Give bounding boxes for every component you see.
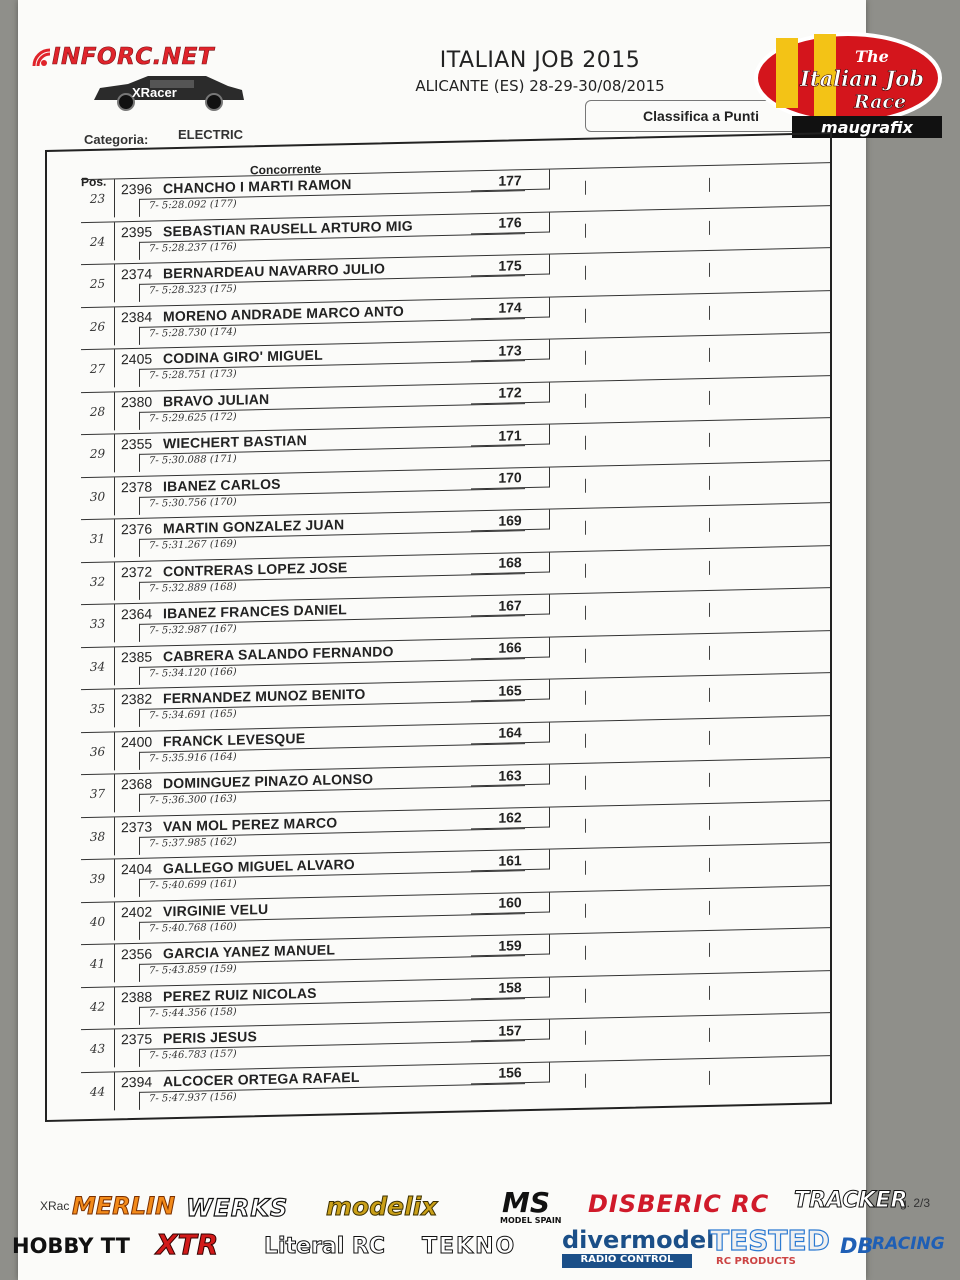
row-points: 161 xyxy=(471,850,550,872)
row-divider xyxy=(114,434,115,472)
row-tick xyxy=(585,223,586,237)
row-tick xyxy=(709,985,710,999)
row-divider xyxy=(114,732,115,770)
row-car-number: 2374 xyxy=(121,265,153,283)
row-driver-name: GARCIA YANEZ MANUEL xyxy=(163,941,336,962)
row-driver-name: WIECHERT BASTIAN xyxy=(163,432,307,452)
row-car-number: 2382 xyxy=(121,690,153,708)
sponsor-disberic: DISBERIC RC xyxy=(588,1190,770,1218)
row-laps-time: 7- 5:46.783 (157) xyxy=(149,1048,237,1062)
row-car-number: 2402 xyxy=(121,903,153,920)
sponsor-hobbytt: HOBBY TT xyxy=(12,1234,130,1258)
row-laps-time: 7- 5:28.730 (174) xyxy=(149,326,237,340)
row-laps-time: 7- 5:40.699 (161) xyxy=(149,878,237,892)
row-tick xyxy=(585,691,586,705)
sponsor-literal: Literal RC xyxy=(264,1234,385,1259)
sponsor-merlin: MERLIN xyxy=(72,1192,176,1220)
row-points: 166 xyxy=(471,637,550,659)
category-label: Categoria: xyxy=(84,132,149,147)
sponsor-tracker: TRACKER xyxy=(794,1188,908,1213)
row-driver-name: CODINA GIRO' MIGUEL xyxy=(163,346,323,367)
row-position: 37 xyxy=(89,786,106,801)
row-laps-time: 7- 5:35.916 (164) xyxy=(149,751,237,765)
row-driver-name: IBANEZ CARLOS xyxy=(163,475,281,494)
row-laps-time: 7- 5:28.323 (175) xyxy=(149,283,237,297)
row-points: 173 xyxy=(471,340,550,362)
row-laps-time: 7- 5:32.987 (167) xyxy=(149,623,237,637)
category-value: ELECTRIC xyxy=(178,127,243,142)
row-points: 159 xyxy=(471,935,550,957)
sponsor-tekno: TEKNO xyxy=(422,1234,517,1259)
row-divider xyxy=(114,307,115,345)
row-car-number: 2368 xyxy=(121,775,153,793)
row-tick xyxy=(585,266,586,280)
row-car-number: 2384 xyxy=(121,308,153,325)
column-header-pos: Pos. xyxy=(81,174,107,190)
row-driver-name: CONTRERAS LOPEZ JOSE xyxy=(163,558,348,579)
sponsor-tested: TESTED xyxy=(710,1224,830,1257)
badge-line3: Race xyxy=(853,91,907,113)
row-tick xyxy=(585,648,586,662)
row-position: 27 xyxy=(89,361,106,376)
row-car-number: 2373 xyxy=(121,818,153,835)
row-points: 172 xyxy=(471,382,550,404)
row-car-number: 2372 xyxy=(121,563,153,580)
row-tick xyxy=(585,563,586,577)
row-car-number: 2396 xyxy=(121,180,153,198)
row-driver-name: DOMINGUEZ PINAZO ALONSO xyxy=(163,770,374,792)
row-tick xyxy=(709,943,710,957)
sponsor-ms: MS xyxy=(502,1186,551,1219)
row-driver-name: BERNARDEAU NAVARRO JULIO xyxy=(163,260,386,282)
page-number: g. 2/3 xyxy=(900,1196,931,1210)
row-points: 164 xyxy=(471,722,550,744)
badge-line1: The xyxy=(855,47,889,66)
row-tick xyxy=(585,436,586,450)
row-tick xyxy=(709,773,710,787)
sponsor-racing: RACING xyxy=(872,1234,945,1254)
row-tick xyxy=(709,263,710,277)
row-car-number: 2375 xyxy=(121,1030,153,1048)
event-title-block xyxy=(400,48,680,95)
row-position: 39 xyxy=(89,871,106,886)
row-car-number: 2405 xyxy=(121,350,153,368)
row-position: 34 xyxy=(89,659,106,674)
sponsor-modelix: modelix xyxy=(326,1192,438,1221)
row-tick xyxy=(709,858,710,872)
row-driver-name: IBANEZ FRANCES DANIEL xyxy=(163,601,347,622)
row-divider xyxy=(114,519,115,557)
row-tick xyxy=(709,560,710,574)
row-divider xyxy=(114,987,115,1025)
row-tick xyxy=(585,393,586,407)
sponsor-tested-sub: RC PRODUCTS xyxy=(716,1256,796,1267)
row-driver-name: BRAVO JULIAN xyxy=(163,390,270,409)
row-position: 44 xyxy=(89,1084,106,1099)
row-laps-time: 7- 5:47.937 (156) xyxy=(149,1091,237,1105)
row-driver-name: ALCOCER ORTEGA RAFAEL xyxy=(163,1068,360,1089)
row-driver-name: FRANCK LEVESQUE xyxy=(163,729,306,749)
row-laps-time: 7- 5:28.751 (173) xyxy=(149,368,237,382)
sponsor-werks: WERKS xyxy=(186,1194,289,1222)
row-laps-time: 7- 5:40.768 (160) xyxy=(149,921,237,935)
row-car-number: 2356 xyxy=(121,945,153,963)
row-laps-time: 7- 5:32.889 (168) xyxy=(149,581,237,595)
row-points: 169 xyxy=(471,510,550,532)
footer-note: XRac xyxy=(40,1199,70,1213)
event-title: ITALIAN JOB 2015 xyxy=(439,48,641,73)
row-tick xyxy=(585,818,586,832)
row-divider xyxy=(114,349,115,387)
row-position: 40 xyxy=(89,914,106,929)
inforc-logo-text: INFORC.NET xyxy=(52,44,215,70)
row-divider xyxy=(114,222,115,260)
row-divider xyxy=(114,647,115,685)
row-driver-name: VAN MOL PEREZ MARCO xyxy=(163,813,338,834)
row-tick xyxy=(585,1073,586,1087)
sponsor-ms-sub: MODEL SPAIN xyxy=(500,1216,562,1225)
row-position: 24 xyxy=(89,234,106,249)
badge-brand: maugrafix xyxy=(821,118,913,137)
sponsor-divermodel-sub: RADIO CONTROL xyxy=(562,1254,692,1268)
row-car-number: 2376 xyxy=(121,520,153,538)
row-laps-time: 7- 5:28.237 (176) xyxy=(149,241,237,255)
row-laps-time: 7- 5:44.356 (158) xyxy=(149,1006,237,1020)
row-tick xyxy=(709,1070,710,1084)
row-divider xyxy=(114,774,115,812)
row-car-number: 2394 xyxy=(121,1073,153,1090)
column-header-driver: Concorrente xyxy=(250,161,322,178)
badge-line2: Italian Job xyxy=(800,66,924,91)
row-driver-name: CHANCHO I MARTI RAMON xyxy=(163,176,352,197)
row-position: 42 xyxy=(89,999,106,1014)
row-position: 28 xyxy=(89,404,106,419)
row-position: 23 xyxy=(89,191,106,206)
row-driver-name: MORENO ANDRADE MARCO ANTO xyxy=(163,302,404,324)
row-points: 171 xyxy=(471,425,550,447)
row-tick xyxy=(709,688,710,702)
row-tick xyxy=(585,861,586,875)
row-points: 177 xyxy=(471,170,550,192)
row-tick xyxy=(709,390,710,404)
row-position: 43 xyxy=(89,1041,106,1056)
row-car-number: 2400 xyxy=(121,733,153,750)
row-car-number: 2380 xyxy=(121,393,153,410)
row-points: 157 xyxy=(471,1020,550,1042)
row-tick xyxy=(709,305,710,319)
row-car-number: 2395 xyxy=(121,223,153,240)
row-position: 29 xyxy=(89,446,106,461)
row-tick xyxy=(585,308,586,322)
row-divider xyxy=(114,859,115,897)
row-tick xyxy=(709,815,710,829)
row-driver-name: FERNANDEZ MUNOZ BENITO xyxy=(163,685,366,707)
row-tick xyxy=(709,645,710,659)
row-laps-time: 7- 5:36.300 (163) xyxy=(149,793,237,807)
row-driver-name: CABRERA SALANDO FERNANDO xyxy=(163,642,394,664)
row-divider xyxy=(114,477,115,515)
row-laps-time: 7- 5:29.625 (172) xyxy=(149,411,237,425)
row-position: 25 xyxy=(89,276,106,291)
row-divider xyxy=(114,817,115,855)
signal-icon xyxy=(30,46,54,70)
row-divider xyxy=(114,562,115,600)
row-laps-time: 7- 5:43.859 (159) xyxy=(149,963,237,977)
sponsor-banner xyxy=(0,1170,960,1280)
row-points: 170 xyxy=(471,467,550,489)
row-divider xyxy=(114,902,115,940)
row-divider xyxy=(114,604,115,642)
row-car-number: 2404 xyxy=(121,860,153,878)
row-position: 35 xyxy=(89,701,106,716)
row-laps-time: 7- 5:31.267 (169) xyxy=(149,538,237,552)
row-divider xyxy=(114,392,115,430)
row-tick xyxy=(709,900,710,914)
row-driver-name: MARTIN GONZALEZ JUAN xyxy=(163,516,345,537)
row-tick xyxy=(709,348,710,362)
row-points: 163 xyxy=(471,765,550,787)
row-laps-time: 7- 5:34.691 (165) xyxy=(149,708,237,722)
row-divider xyxy=(114,264,115,302)
row-divider xyxy=(114,944,115,982)
row-tick xyxy=(709,178,710,192)
row-tick xyxy=(709,433,710,447)
xracer-car-label: XRacer xyxy=(132,85,177,100)
row-car-number: 2355 xyxy=(121,435,153,453)
row-laps-time: 7- 5:37.985 (162) xyxy=(149,836,237,850)
row-divider xyxy=(114,1029,115,1067)
row-laps-time: 7- 5:34.120 (166) xyxy=(149,666,237,680)
row-position: 32 xyxy=(89,574,106,589)
row-divider xyxy=(114,1072,115,1110)
row-tick xyxy=(585,733,586,747)
row-points: 162 xyxy=(471,807,550,829)
row-tick xyxy=(585,1031,586,1045)
row-points: 175 xyxy=(471,255,550,277)
row-position: 31 xyxy=(89,531,106,546)
row-position: 41 xyxy=(89,956,106,971)
row-tick xyxy=(585,903,586,917)
row-points: 168 xyxy=(471,552,550,574)
row-position: 26 xyxy=(89,319,106,334)
row-car-number: 2378 xyxy=(121,478,153,495)
row-tick xyxy=(709,1028,710,1042)
row-points: 174 xyxy=(471,297,550,319)
row-laps-time: 7- 5:30.756 (170) xyxy=(149,496,237,510)
row-divider xyxy=(114,689,115,727)
ranking-type-box: Classifica a Punti xyxy=(585,100,817,132)
italian-job-race-badge xyxy=(752,20,952,150)
row-tick xyxy=(585,181,586,195)
sponsor-db: DB xyxy=(840,1234,874,1258)
row-driver-name: VIRGINIE VELU xyxy=(163,900,269,919)
row-tick xyxy=(585,351,586,365)
event-subtitle: ALICANTE (ES) 28-29-30/08/2015 xyxy=(415,77,665,95)
row-driver-name: SEBASTIAN RAUSELL ARTURO MIG xyxy=(163,217,413,239)
row-tick xyxy=(585,946,586,960)
row-position: 33 xyxy=(89,616,106,631)
row-tick xyxy=(709,518,710,532)
row-car-number: 2385 xyxy=(121,648,153,665)
results-table xyxy=(45,132,830,1120)
row-points: 165 xyxy=(471,680,550,702)
row-tick xyxy=(709,603,710,617)
sponsor-xtr: XTR xyxy=(156,1228,219,1261)
row-car-number: 2388 xyxy=(121,988,153,1005)
row-points: 176 xyxy=(471,212,550,234)
row-driver-name: PEREZ RUIZ NICOLAS xyxy=(163,984,317,1004)
sponsor-divermodel: divermodel xyxy=(562,1226,715,1254)
row-tick xyxy=(585,478,586,492)
row-tick xyxy=(709,220,710,234)
row-position: 30 xyxy=(89,489,106,504)
row-laps-time: 7- 5:30.088 (171) xyxy=(149,453,237,467)
row-car-number: 2364 xyxy=(121,605,153,623)
row-tick xyxy=(709,475,710,489)
row-points: 158 xyxy=(471,977,550,999)
row-tick xyxy=(585,521,586,535)
row-position: 36 xyxy=(89,744,106,759)
row-tick xyxy=(585,776,586,790)
row-driver-name: PERIS JESUS xyxy=(163,1028,258,1047)
row-points: 167 xyxy=(471,595,550,617)
row-points: 160 xyxy=(471,892,550,914)
row-tick xyxy=(585,606,586,620)
row-laps-time: 7- 5:28.092 (177) xyxy=(149,198,237,212)
xracer-car-logo xyxy=(88,70,248,112)
row-driver-name: GALLEGO MIGUEL ALVARO xyxy=(163,855,355,877)
row-position: 38 xyxy=(89,829,106,844)
row-tick xyxy=(585,988,586,1002)
row-tick xyxy=(709,730,710,744)
row-divider xyxy=(114,179,115,217)
row-points: 156 xyxy=(471,1062,550,1084)
